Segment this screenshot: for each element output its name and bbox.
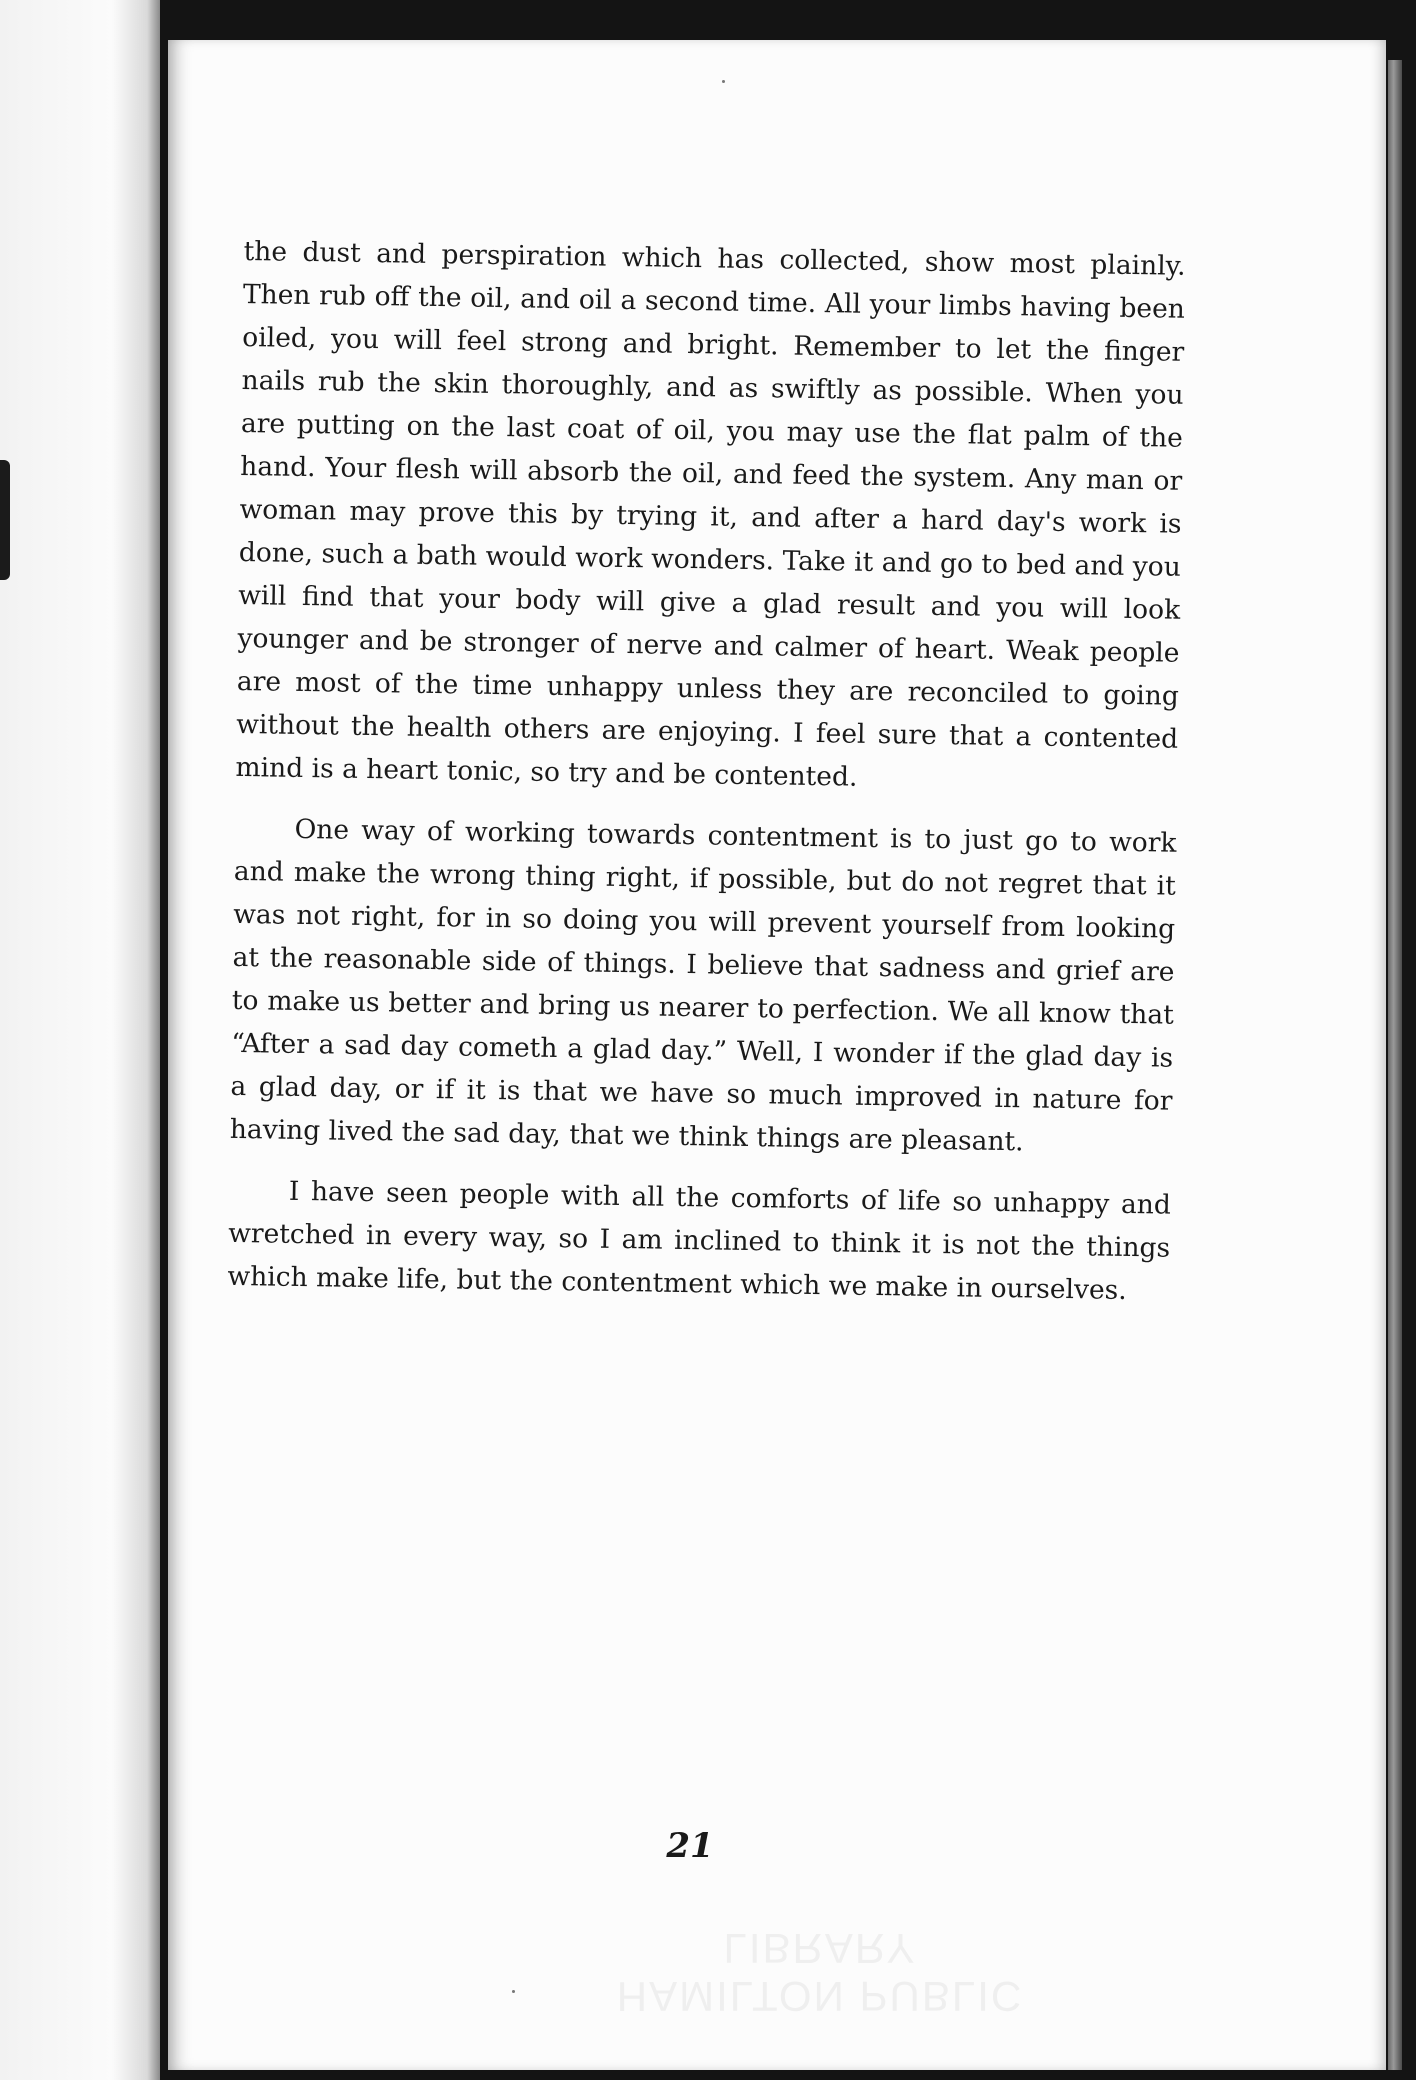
facing-page-edge	[0, 0, 160, 2080]
paper-speck	[512, 1990, 515, 1993]
page-stack-edge	[1388, 60, 1402, 2070]
paragraph: One way of working towards contentment is to just go to work and make the wrong thing right, if possible, but do not regret that it was not right, for in so doing you will prevent yourself from looking at the reasonable side of things. I believe that sadness and grief are to make us better and bring us nearer to perfection. We all know that “After a sad day cometh a glad day.” Well, I wonder if the glad day is a glad day, or if it is that we have so much improved in nature for having lived the sad day, that we think things are pleasant.	[229, 813, 1177, 1158]
paragraph: I have seen people with all the comforts of life so unhappy and wretched in every way, so I am inclined to think it is not the things which make life, but the contentment which we make in ourselves.	[227, 1175, 1172, 1306]
library-stamp-bleed-through: HAMILTON PUBLIC LIBRARY	[616, 1925, 1024, 2020]
paper-speck	[722, 80, 725, 83]
page-number: 21	[666, 1826, 714, 1866]
paragraph: the dust and perspiration which has collected, show most plainly. Then rub off the oil, and oil a second time. All your limbs having been oiled, you will feel strong and bright. Remember to let the finger nails rub the skin thoroughly, and as swiftly as possible. When you are putting on the last coat of oil, you may use the flat palm of the hand. Your flesh will absorb the oil, and feed the system. Any man or woman may prove this by trying it, and after a hard day's work is done, such a bath would work wonders. Take it and go to bed and you will find that your body will give a glad result and you will look younger and be stronger of nerve and calmer of heart. Weak people are most of the time unhappy unless they are reconciled to going without the health others are enjoying. I feel sure that a contented mind is a heart tonic, so try and be contented.	[235, 235, 1186, 793]
binding-shadow	[0, 460, 10, 580]
body-text	[227, 230, 1186, 1331]
